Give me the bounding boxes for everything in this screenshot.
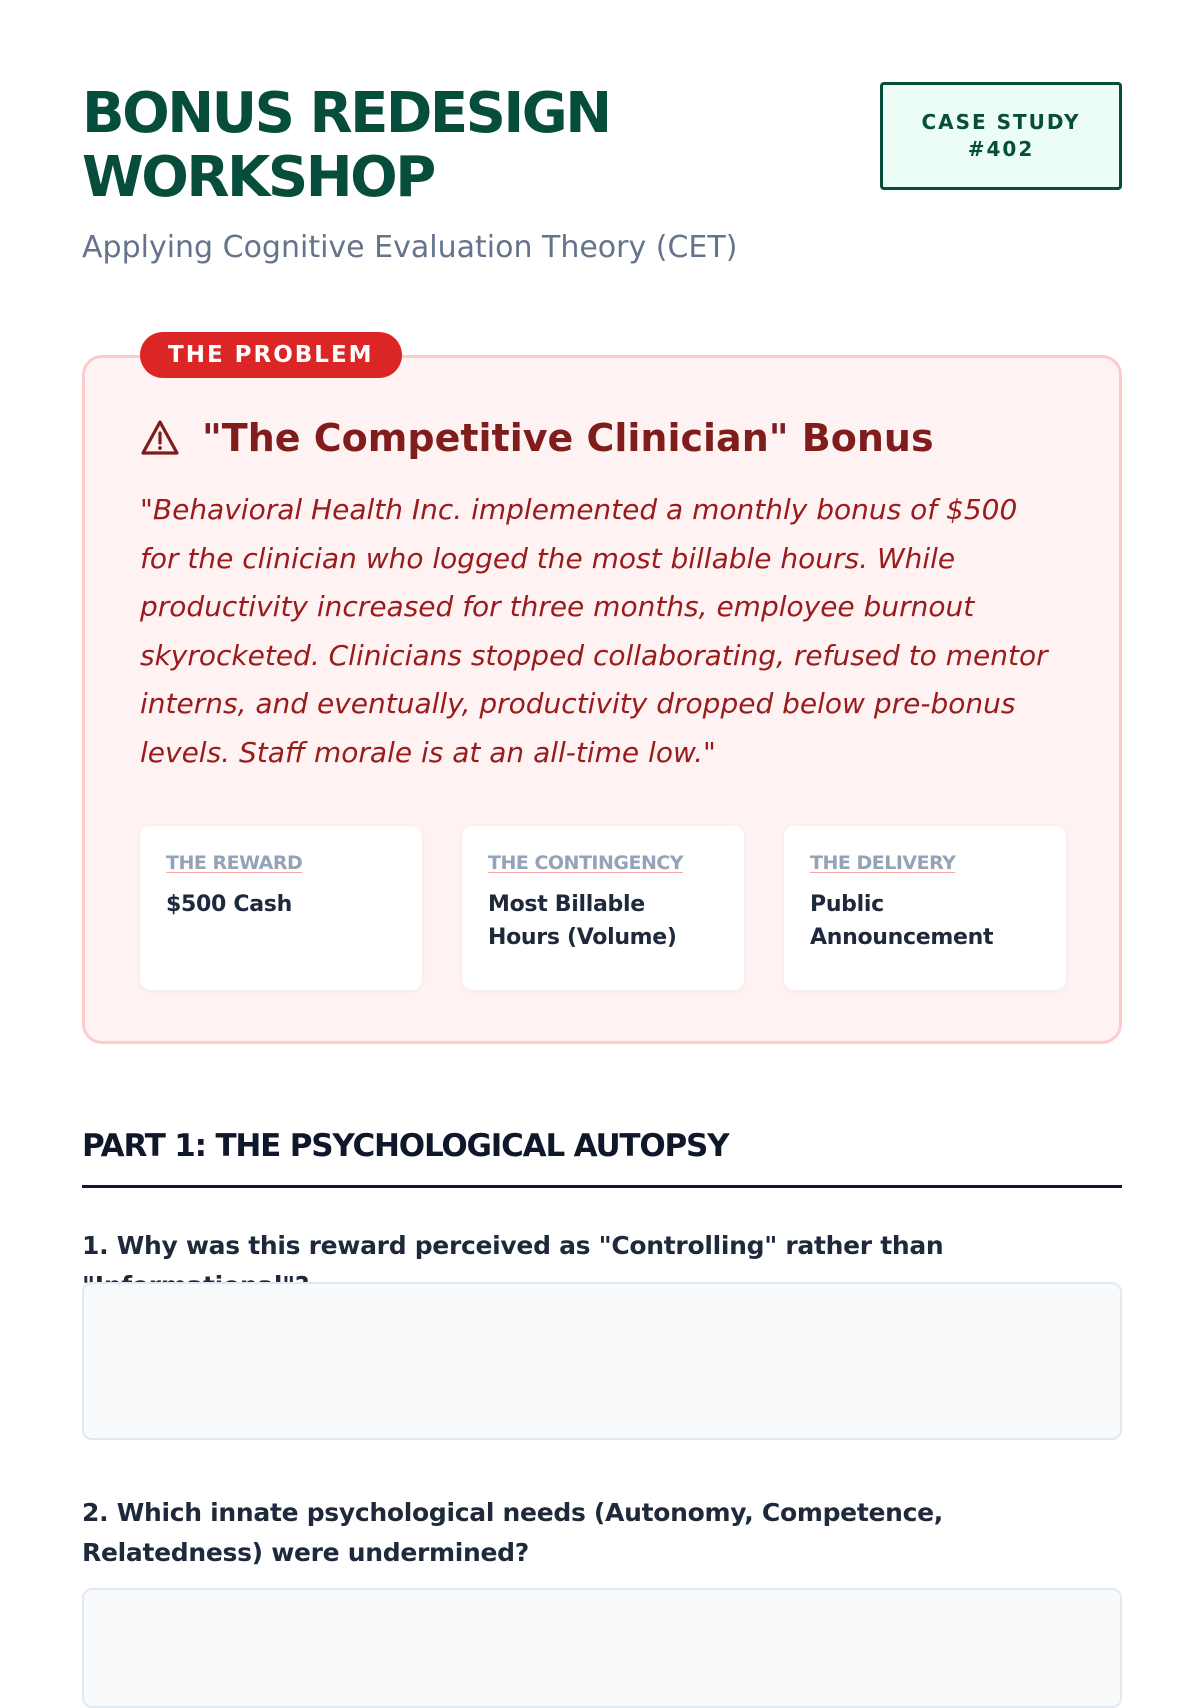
reward-card	[140, 826, 422, 990]
problem-cards	[140, 826, 1067, 990]
card-label: THE REWARD	[166, 852, 303, 874]
card-value: Most Billable Hours (Volume)	[488, 892, 677, 950]
part1-heading-block	[82, 1128, 1122, 1188]
page-subtitle: Applying Cognitive Evaluation Theory (CET)	[82, 230, 738, 265]
question-2: 2. Which innate psychological needs (Autonomy, Competence, Relatedness) were undermined?	[82, 1498, 944, 1567]
header	[82, 82, 1122, 282]
problem-header	[140, 416, 934, 460]
card-label: THE CONTINGENCY	[488, 852, 684, 874]
answer-box-1[interactable]	[82, 1282, 1122, 1440]
part1-heading: PART 1: THE PSYCHOLOGICAL AUTOPSY	[82, 1128, 729, 1164]
problem-title: "The Competitive Clinician" Bonus	[202, 416, 934, 460]
card-label: THE DELIVERY	[810, 852, 956, 874]
problem-tag: THE PROBLEM	[140, 332, 402, 378]
case-study-badge	[880, 82, 1122, 190]
answer-box-2[interactable]	[82, 1588, 1122, 1708]
delivery-card	[784, 826, 1066, 990]
contingency-card	[462, 826, 744, 990]
worksheet-page	[82, 0, 1122, 1600]
card-value: $500 Cash	[166, 892, 292, 917]
question-1: 1. Why was this reward perceived as "Controlling" rather than	[82, 1231, 944, 1260]
problem-quote: "Behavioral Health Inc. implemented a monthly bonus of $500 for the clinician who logged the most billable hours. While productivity increased for three months, employee burnout skyrocketed. Clinicians stopped collaborating, refused to mentor interns, and eventually, productivity dropped below pre-bonus levels. Staff morale is at an all-time low."	[140, 493, 1048, 769]
warning-triangle-icon	[140, 418, 180, 458]
page-title: BONUS REDESIGN WORKSHOP	[82, 81, 610, 210]
case-study-label: CASE STUDY #402	[921, 110, 1081, 161]
card-value: Public Announcement	[810, 892, 994, 950]
problem-panel	[82, 342, 1122, 1044]
